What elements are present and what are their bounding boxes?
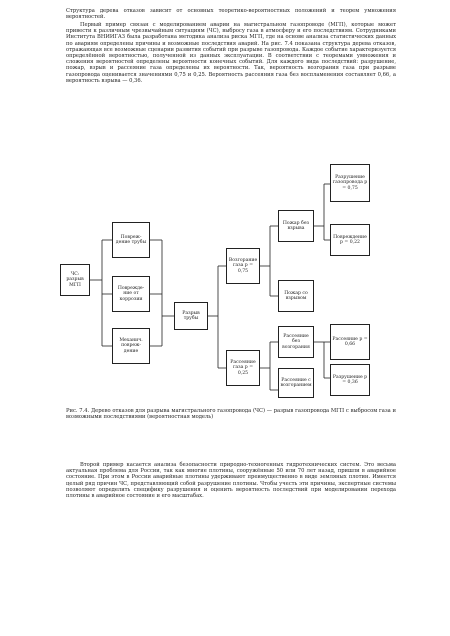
paragraph-2: Второй пример касается анализа безопасности природно-техногенных гидротехнических систем. Это весьма актуальная проблема для России, так как многие плотины, сооружённые 50 или 70 лет назад, пришли в аварийное состояние. При этом в России аварийные плотины удерживают преимущественно в виде земляных плотин. Имеется целый ряд причин ЧС, представляющий собой разрушение плотины. Чтобы учесть эти причины, экспертные системы позволяют определить специфику разрушения и оценить вероятность последствий при моделировании перехода плотины в аварийное состояние и его масштабах. [66,462,396,500]
mid-box-1: Повреж-дение трубы [112,222,150,258]
mid-box-3: Механич. повреж-дение [112,328,150,364]
final-box-1: Разрушение газопровода р = 0,75 [330,164,370,202]
paragraph-1: Первый пример связан с моделированием аварии на магистральном газопроводе (МГП), которые может привести к различным чрезвычайным ситуациям (ЧС), выбросу газа в атмосферу и его последствиям. Сотрудниками Института ВНИИГАЗ была разработана методика анализа риска МГП, где на основе анализа статистических данных по авариям определены причины и возможные последствия аварий. На рис. 7.4 показана структура дерева отказов, отражающая все возможные сценарии развития событий при разрыве газопровода. Каждое событие характеризуется определённой вероятностью, полученной из данных эксплуатации. В соответствии с теоремами умножения и сложения вероятностей определены вероятности конечных событий. Для каждого вида последствий: разрушение, пожар, взрыв и рассеяние газа определены их вероятности. Так, вероятность возгорания газа при разрыве газопровода оценивается значениями 0,75 и 0,25. Вероятность рассеяния газа без воспламенения составляет 0,66, а вероятность взрыва — 0,36. [66,22,396,84]
intro-text: Структура дерева отказов зависит от основных теоретико-вероятностных положений и теорем умножения вероятностей. [66,8,396,21]
figure-caption: Рис. 7.4. Дерево отказов для разрыва магистрального газопровода (ЧС) — разрыв газопровода МГП с выбросом газа и возможными последствиями (вероятностная модель) [66,408,396,421]
out-b2-box: Рассеяние с возгоранием [278,368,314,398]
mid-box-2: Поврежде-ние от коррозии [112,276,150,312]
final-box-3: Рассеяние р = 0,66 [330,324,370,360]
fault-tree-diagram [60,156,396,400]
out-a2-box: Пожар со взрывом [278,280,314,312]
out-b1-box: Рассеяние без возгорания [278,326,314,358]
root-event-box: ЧС: разрыв МГП [60,264,90,296]
rupture-box: Разрыв трубы [174,302,208,330]
final-box-2: Повреждение р = 0,22 [330,224,370,256]
branch-b-box: Рассеяние газа р = 0,25 [226,350,260,386]
branch-a-box: Возгорание газа р = 0,75 [226,248,260,284]
out-a1-box: Пожар без взрыва [278,210,314,242]
final-box-4: Разрушение р = 0,36 [330,364,370,396]
